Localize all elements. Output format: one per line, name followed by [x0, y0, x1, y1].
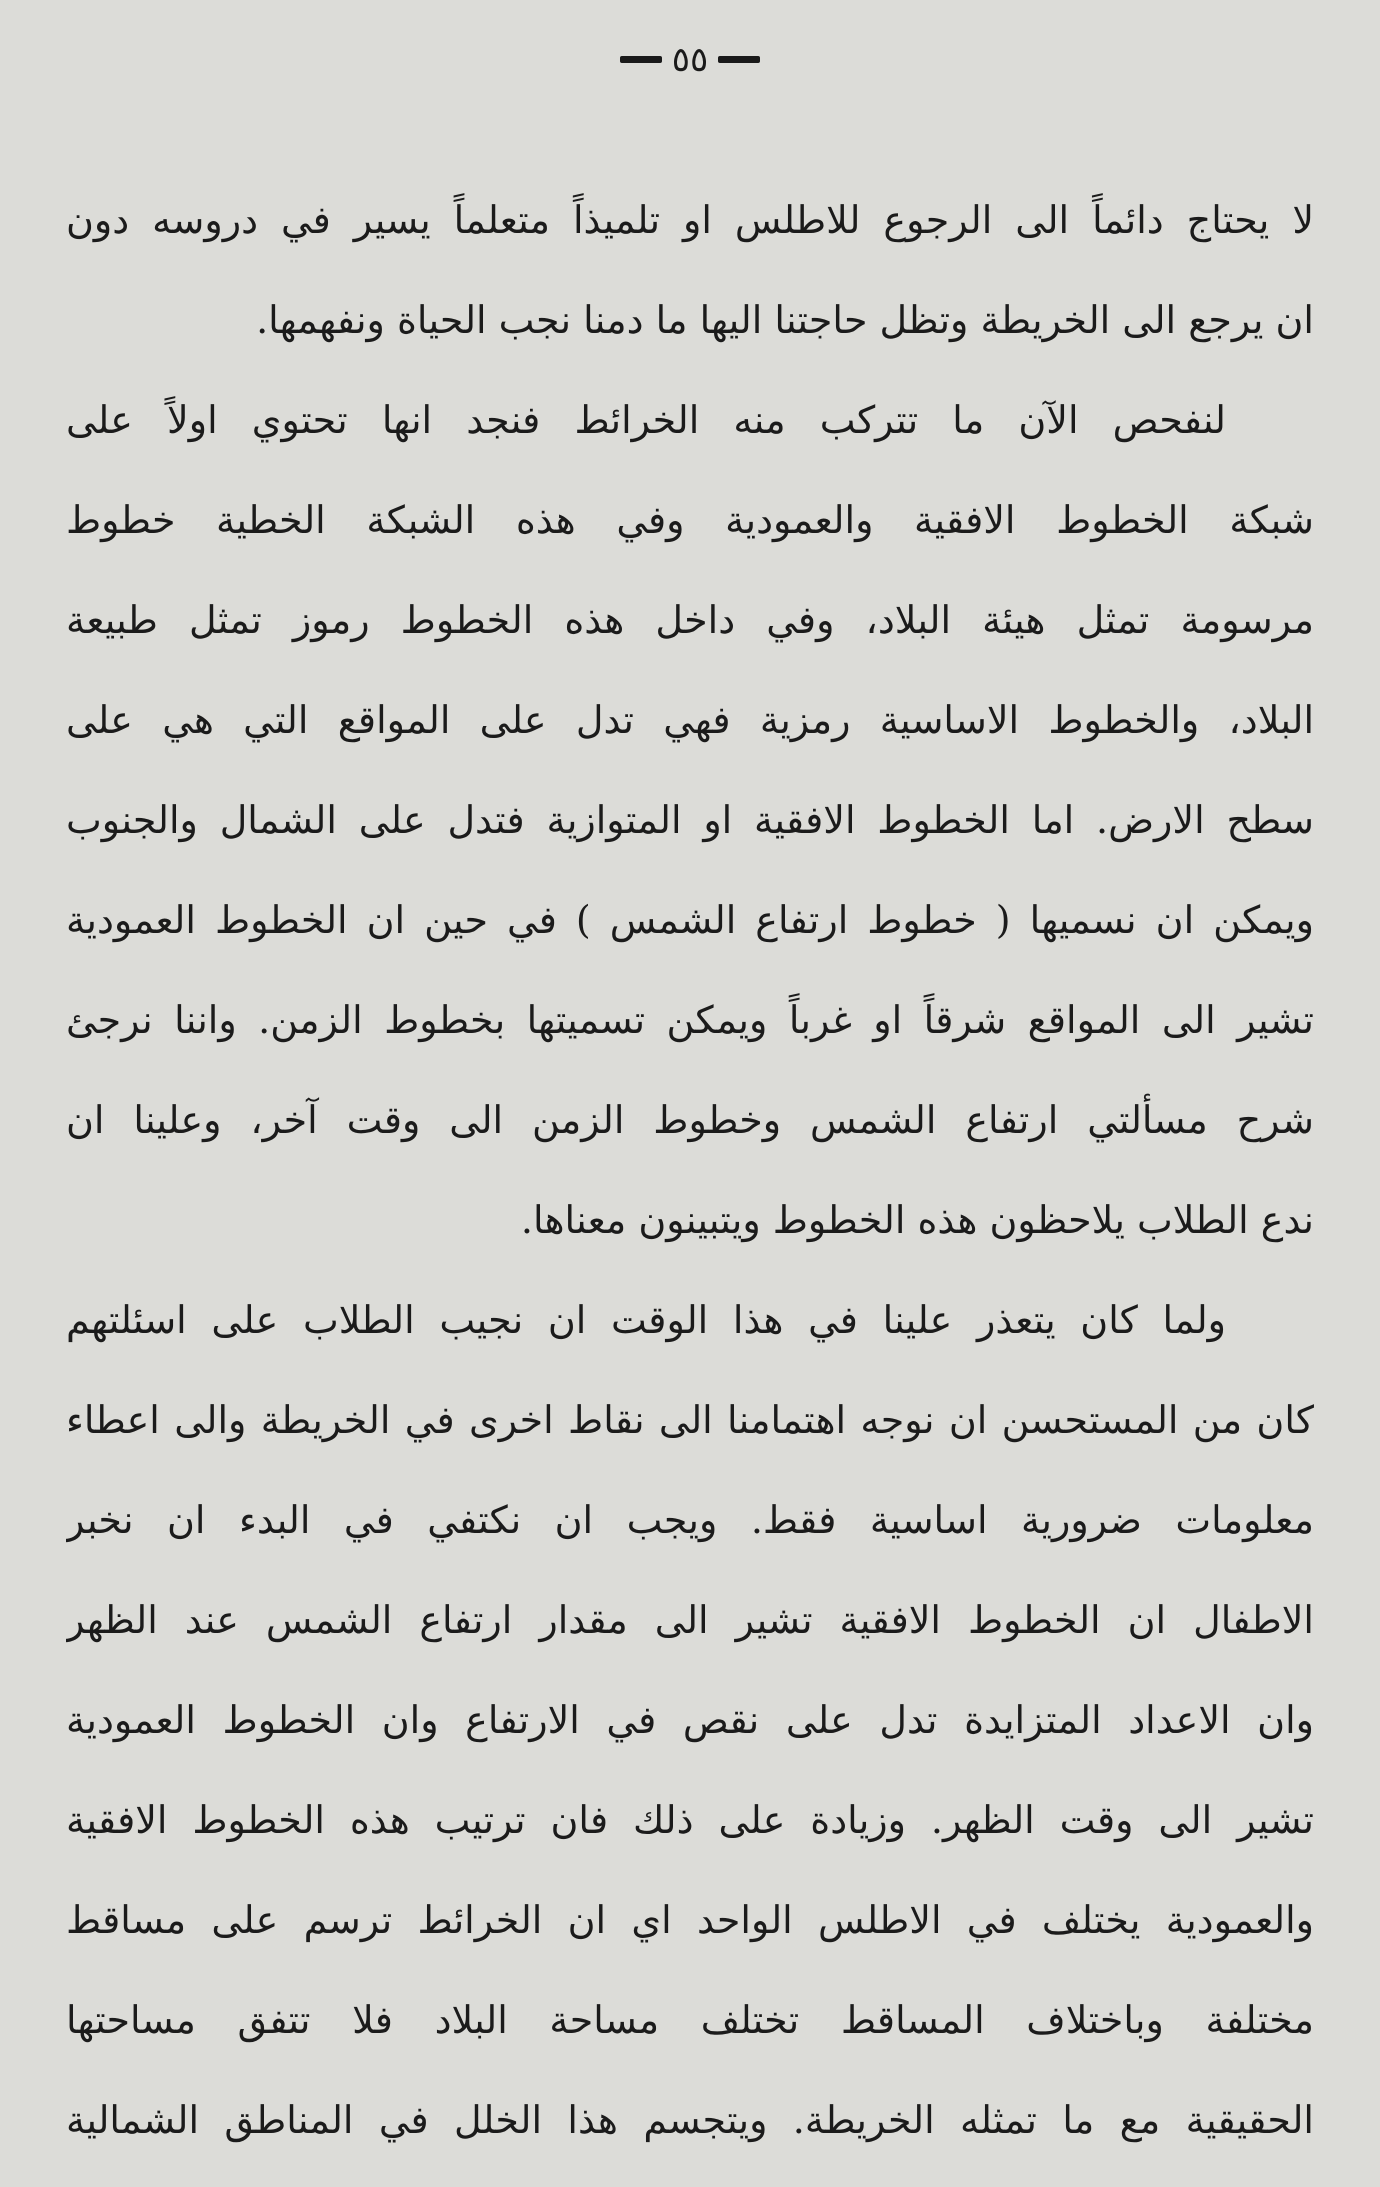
text-line: البلاد، والخطوط الاساسية رمزية فهي تدل على المواقع التي هي على: [66, 698, 1314, 742]
text-line: معلومات ضرورية اساسية فقط. ويجب ان نكتفي في البدء ان نخبر: [66, 1498, 1314, 1542]
header-dash-left: [620, 56, 662, 63]
header-dash-right: [718, 56, 760, 63]
text-line: ويمكن ان نسميها ( خطوط ارتفاع الشمس ) في حين ان الخطوط العمودية: [66, 898, 1314, 942]
text-line: والعمودية يختلف في الاطلس الواحد اي ان الخرائط ترسم على مساقط: [66, 1898, 1314, 1942]
body-text: [66, 170, 1314, 2170]
text-line: وان الاعداد المتزايدة تدل على نقص في الارتفاع وان الخطوط العمودية: [66, 1698, 1314, 1742]
text-line: مختلفة وباختلاف المساقط تختلف مساحة البلاد فلا تتفق مساحتها: [66, 1998, 1314, 2042]
text-line: ولما كان يتعذر علينا في هذا الوقت ان نجيب الطلاب على اسئلتهم: [66, 1298, 1226, 1342]
text-line: تشير الى وقت الظهر. وزيادة على ذلك فان ترتيب هذه الخطوط الافقية: [66, 1798, 1314, 1842]
text-line: لنفحص الآن ما تتركب منه الخرائط فنجد انها تحتوي اولاً على: [66, 398, 1226, 442]
text-line: شبكة الخطوط الافقية والعمودية وفي هذه الشبكة الخطية خطوط: [66, 498, 1314, 542]
page-header: [0, 38, 1380, 80]
text-line: لا يحتاج دائماً الى الرجوع للاطلس او تلميذاً متعلماً يسير في دروسه دون: [66, 198, 1314, 242]
text-line: شرح مسألتي ارتفاع الشمس وخطوط الزمن الى وقت آخر، وعلينا ان: [66, 1098, 1314, 1142]
text-line: ندع الطلاب يلاحظون هذه الخطوط ويتبينون معناها.: [520, 1198, 1314, 1242]
text-line: الحقيقية مع ما تمثله الخريطة. ويتجسم هذا الخلل في المناطق الشمالية: [66, 2098, 1314, 2142]
text-line: ان يرجع الى الخريطة وتظل حاجتنا اليها ما دمنا نجب الحياة ونفهمها.: [256, 298, 1314, 342]
text-line: تشير الى المواقع شرقاً او غرباً ويمكن تسميتها بخطوط الزمن. واننا نرجئ: [66, 998, 1314, 1042]
text-line: مرسومة تمثل هيئة البلاد، وفي داخل هذه الخطوط رموز تمثل طبيعة: [66, 598, 1314, 642]
text-line: كان من المستحسن ان نوجه اهتمامنا الى نقاط اخرى في الخريطة والى اعطاء: [66, 1398, 1314, 1442]
page-number: ٥٥: [671, 39, 709, 80]
text-line: الاطفال ان الخطوط الافقية تشير الى مقدار ارتفاع الشمس عند الظهر: [66, 1598, 1314, 1642]
text-line: سطح الارض. اما الخطوط الافقية او المتوازية فتدل على الشمال والجنوب: [66, 798, 1314, 842]
